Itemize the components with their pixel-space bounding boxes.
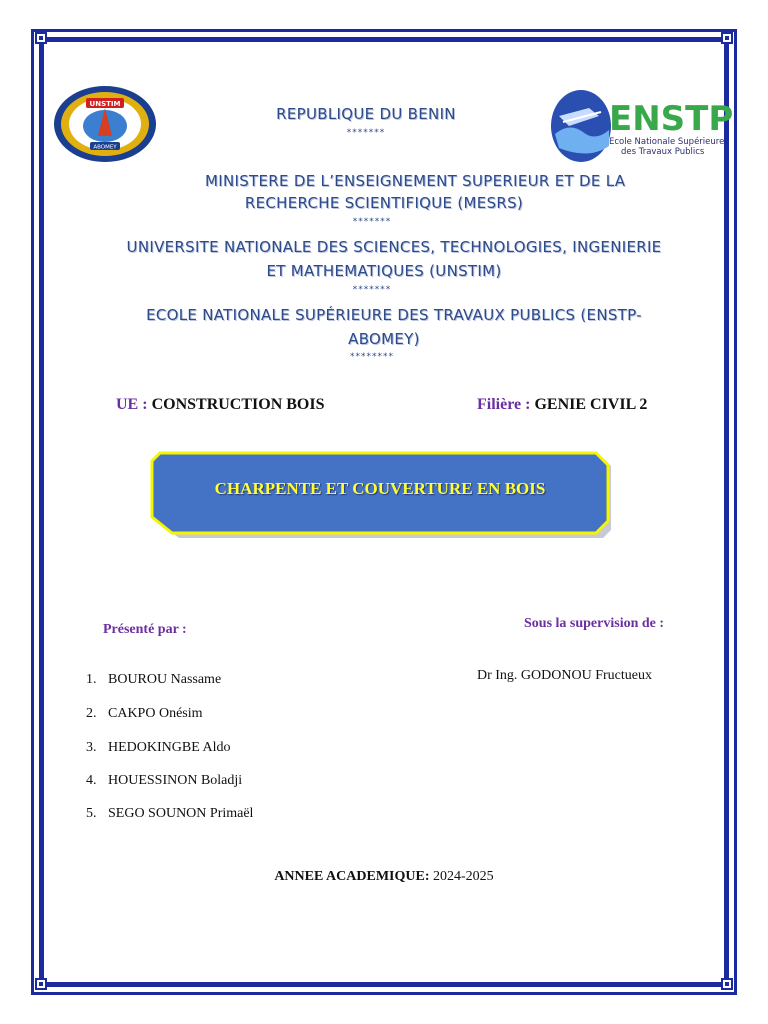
separator-stars: ******* bbox=[352, 285, 392, 295]
academic-year bbox=[0, 869, 768, 885]
enstp-logo-subtext-1: Ecole Nationale Supérieure bbox=[609, 137, 725, 147]
enstp-logo bbox=[549, 86, 734, 164]
border-corner-ornament bbox=[721, 978, 733, 990]
separator-stars: ******** bbox=[350, 352, 394, 362]
academic-year-value: 2024-2025 bbox=[433, 869, 494, 884]
school-title-line1: ECOLE NATIONALE SUPÉRIEURE DES TRAVAUX PUBLICS (ENSTP- bbox=[146, 306, 642, 324]
university-title-line1: UNIVERSITE NATIONALE DES SCIENCES, TECHNOLOGIES, INGENIERIE bbox=[126, 238, 662, 256]
enstp-logo-subtext-2: des Travaux Publics bbox=[621, 147, 705, 157]
course-ue bbox=[116, 396, 325, 414]
author-item: 5. SEGO SOUNON Primaël bbox=[86, 806, 254, 821]
author-item: 2. CAKPO Onésim bbox=[86, 706, 203, 721]
enstp-logo-wordmark: ENSTP bbox=[609, 99, 734, 139]
border-corner-ornament bbox=[35, 978, 47, 990]
course-filiere bbox=[477, 396, 647, 414]
border-corner-ornament bbox=[721, 32, 733, 44]
unstim-logo-wordmark: UNSTIM bbox=[89, 100, 121, 108]
ue-label: UE : bbox=[116, 396, 148, 413]
academic-year-label: ANNEE ACADEMIQUE: bbox=[274, 869, 430, 884]
author-item: 3. HEDOKINGBE Aldo bbox=[86, 740, 231, 755]
document-title: CHARPENTE ET COUVERTURE EN BOIS bbox=[214, 479, 546, 498]
title-banner bbox=[150, 451, 610, 537]
presented-by-label: Présenté par : bbox=[103, 622, 187, 637]
separator-stars: ******* bbox=[346, 128, 386, 138]
country-title: REPUBLIQUE DU BENIN bbox=[276, 105, 456, 123]
author-item: 1. BOUROU Nassame bbox=[86, 672, 222, 687]
ministry-title-line2: RECHERCHE SCIENTIFIQUE (MESRS) bbox=[244, 194, 524, 212]
ministry-title-line1: MINISTERE DE L’ENSEIGNEMENT SUPERIEUR ET DE LA bbox=[205, 172, 626, 190]
unstim-logo-subtext: ABOMEY bbox=[93, 144, 117, 151]
filiere-label: Filière : bbox=[477, 396, 531, 413]
author-item: 4. HOUESSINON Boladji bbox=[86, 773, 243, 788]
unstim-logo bbox=[52, 84, 158, 164]
border-corner-ornament bbox=[35, 32, 47, 44]
separator-stars: ******* bbox=[352, 217, 392, 227]
supervisor-name: Dr Ing. GODONOU Fructueux bbox=[477, 668, 652, 683]
supervision-label: Sous la supervision de : bbox=[524, 616, 665, 631]
school-title-line2: ABOMEY) bbox=[348, 330, 420, 348]
university-title-line2: ET MATHEMATIQUES (UNSTIM) bbox=[266, 262, 502, 280]
ue-value: CONSTRUCTION BOIS bbox=[151, 396, 325, 413]
filiere-value: GENIE CIVIL 2 bbox=[534, 396, 648, 413]
